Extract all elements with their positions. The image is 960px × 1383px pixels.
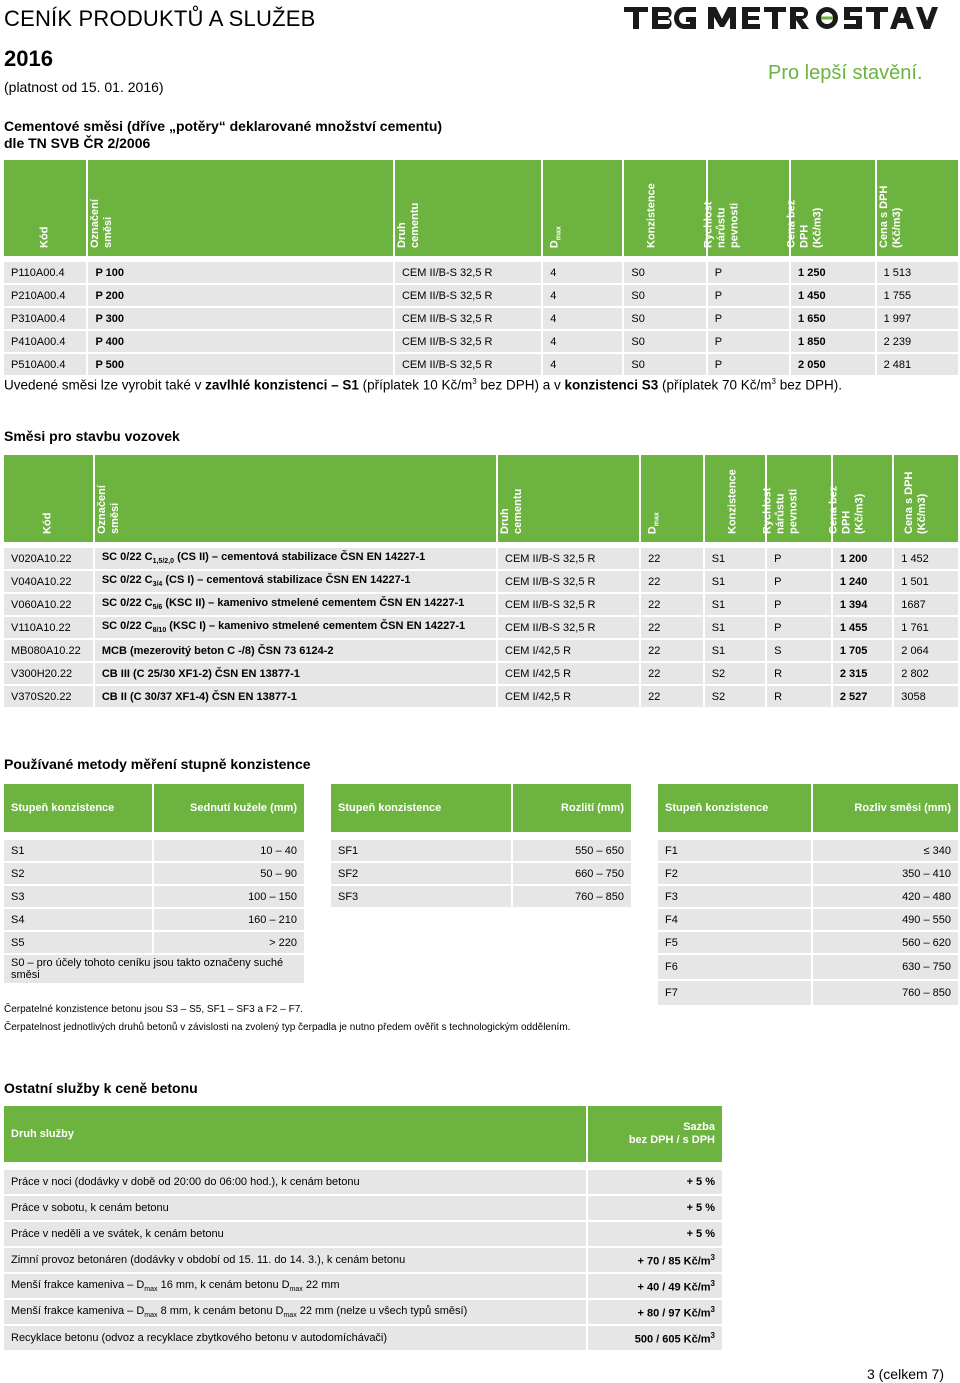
col-header-consistency: Konzistence [705, 455, 765, 542]
table-row: V110A10.22 SC 0/22 $C_{8/10}$ (KSC I) – kamenivo stmelené cementem ČSN EN 14227-1 CEM II/B-S 32,5 R 22 S1 P 1 455 1 761 [4, 617, 958, 638]
table-row: P110A00.4 P 100 CEM II/B-S 32,5 R 4 S0 P 1 250 1 513 [4, 262, 958, 283]
consistency-surcharge-note: Uvedené směsi lze vyrobit také v zavlhlé konzistenci – S1 (příplatek 10 $Kč/m^3$ bez DPH) a v konzistenci S3 (příplatek 70 $Kč/m^3$ bez DPH). [4, 377, 843, 393]
table-row: V040A10.22 SC 0/22 $C_{3/4}$ (CS I) – cementová stabilizace ČSN EN 14227-1 CEM II/B-S 32,5 R 22 S1 P 1 240 1 501 [4, 571, 958, 592]
road-mix-table [2, 453, 960, 709]
year: 2016 [4, 46, 53, 71]
table-row: P210A00.4 P 200 CEM II/B-S 32,5 R 4 S0 P 1 450 1 755 [4, 285, 958, 306]
slump-table: Stupeň konzistence Sednutí kužele (mm) S1 10 – 40 S2 50 – 90 S3 100 – 150 S4 160 – 210 S5 > 220 S0 – pro účely tohoto ceníku jsou takto označeny suché směsi [2, 782, 306, 985]
table-row: F7 760 – 850 [658, 981, 958, 1005]
cement-mix-table [2, 158, 960, 377]
table-row: F3 420 – 480 [658, 886, 958, 907]
flow-table: Stupeň konzistence Rozlití (mm) SF1 550 – 650 SF2 660 – 750 SF3 760 – 850 [329, 782, 633, 909]
table-row: S3 100 – 150 [4, 886, 304, 907]
table-row: S0 – pro účely tohoto ceníku jsou takto označeny suché směsi [4, 955, 304, 983]
col-header-price: Cena bez DPH (Kč/m3) [833, 455, 892, 542]
pumpable-note: Čerpatelné konzistence betonu jsou S3 – S5, SF1 – SF3 a F2 – F7. [4, 1004, 304, 1015]
table-row: Práce v neděli a ve svátek, k cenám betonu + 5 % [4, 1222, 722, 1246]
table-row: V300H20.22 CB III (C 25/30 XF1-2) ČSN EN 13877-1 CEM I/42,5 R 22 S2 R 2 315 2 802 [4, 663, 958, 684]
col-header-cement: Druh cementu [395, 160, 541, 256]
section1-subtitle: dle TN SVB ČR 2/2006 [4, 135, 151, 151]
table-row: V370S20.22 CB II (C 30/37 XF1-4) ČSN EN 13877-1 CEM I/42,5 R 22 S2 R 2 527 3058 [4, 686, 958, 707]
table-row: Recyklace betonu (odvoz a recyklace zbytkového betonu v autodomíchávači) 500 / 605 $Kč/m^3$ [4, 1326, 722, 1350]
col-header-cement: Druh cementu [498, 455, 639, 542]
table-row: S4 160 – 210 [4, 909, 304, 930]
table-row: Práce v sobotu, k cenám betonu + 5 % [4, 1196, 722, 1220]
col-header-code: Kód [4, 160, 86, 256]
table-row: F6 630 – 750 [658, 955, 958, 979]
col-header-price: Cena bez DPH (Kč/m3) [791, 160, 875, 256]
table-row: S2 50 – 90 [4, 863, 304, 884]
page-title: CENÍK PRODUKTŮ A SLUŽEB [4, 6, 316, 31]
col-header-service: Druh služby [4, 1106, 586, 1162]
table-row: S5 > 220 [4, 932, 304, 953]
col-header-code: Kód [4, 455, 93, 542]
table-row: SF3 760 – 850 [331, 886, 631, 907]
spread-table: Stupeň konzistence Rozliv směsi (mm) F1 ≤ 340 F2 350 – 410 F3 420 – 480 F4 490 – 550 F5 560 – 620 F6 630 – 750 F7 760 – 850 [656, 782, 960, 1007]
section2-title: Směsi pro stavbu vozovek [4, 428, 180, 444]
page-number: 3 (celkem 7) [866, 1366, 944, 1382]
section4-title: Ostatní služby k ceně betonu [4, 1080, 198, 1096]
table-row: P510A00.4 P 500 CEM II/B-S 32,5 R 4 S0 P 2 050 2 481 [4, 354, 958, 375]
table-row: MB080A10.22 MCB (mezerovitý beton C -/8) ČSN 73 6124-2 CEM I/42,5 R 22 S1 S 1 705 2 064 [4, 640, 958, 661]
col-header-dmax: $D_{max}$ [543, 160, 622, 256]
col-header-mix: Označení směsi [88, 160, 393, 256]
slogan: Pro lepší stavění. [768, 62, 923, 84]
col-header-price-vat: Cena s DPH (Kč/m3) [877, 160, 958, 256]
table-row: P310A00.4 P 300 CEM II/B-S 32,5 R 4 S0 P 1 650 1 997 [4, 308, 958, 329]
table-row: Práce v noci (dodávky v době od 20:00 do 06:00 hod.), k cenám betonu + 5 % [4, 1170, 722, 1194]
col-header-dmax: $D_{max}$ [641, 455, 703, 542]
table-row: V060A10.22 SC 0/22 $C_{5/6}$ (KSC II) – kamenivo stmelené cementem ČSN EN 14227-1 CEM II/B-S 32,5 R 22 S1 P 1 394 1687 [4, 594, 958, 615]
table-row: SF2 660 – 750 [331, 863, 631, 884]
table-row: Menší frakce kameniva – $D_{max}$ 8 mm, k cenám betonu $D_{max}$ 22 mm (nelze u všech typů směsí) + 80 / 97 $Kč/m^3$ [4, 1300, 722, 1324]
table-row: V020A10.22 SC 0/22 $C_{1,5/2,0}$ (CS II) – cementová stabilizace ČSN EN 14227-1 CEM II/B-S 32,5 R 22 S1 P 1 200 1 452 [4, 548, 958, 569]
pumpability-note: Čerpatelnost jednotlivých druhů betonů v závislosti na zvolený typ čerpadla je nutno předem ověřit s technologickým oddělením. [4, 1022, 571, 1033]
table-row: SF1 550 – 650 [331, 840, 631, 861]
services-table [2, 1104, 724, 1352]
col-header-consistency: Konzistence [624, 160, 705, 256]
table-row: F5 560 – 620 [658, 932, 958, 953]
table-row: F4 490 – 550 [658, 909, 958, 930]
col-header-mix: Označení směsi [95, 455, 496, 542]
company-logo [624, 5, 944, 31]
col-header-rate: Sazba bez DPH / s DPH [588, 1106, 722, 1162]
table-row: Menší frakce kameniva – $D_{max}$ 16 mm, k cenám betonu $D_{max}$ 22 mm + 40 / 49 $Kč/m^3$ [4, 1274, 722, 1298]
section1-title: Cementové směsi (dříve „potěry“ deklarované množství cementu) [4, 118, 443, 134]
table-row: F1 ≤ 340 [658, 840, 958, 861]
col-header-speed: Rychlost nárůstu pevnosti [708, 160, 789, 256]
table-row: Zimní provoz betonáren (dodávky v období od 15. 11. do 14. 3.), k cenám betonu + 70 / 85 $Kč/m^3$ [4, 1248, 722, 1272]
table-row: F2 350 – 410 [658, 863, 958, 884]
col-header-price-vat: Cena s DPH (Kč/m3) [894, 455, 958, 542]
col-header-speed: Rychlost nárůstu pevnosti [767, 455, 831, 542]
validity: (platnost od 15. 01. 2016) [4, 79, 164, 95]
table-row: S1 10 – 40 [4, 840, 304, 861]
table-row: P410A00.4 P 400 CEM II/B-S 32,5 R 4 S0 P 1 850 2 239 [4, 331, 958, 352]
section3-title: Používané metody měření stupně konzistence [4, 756, 311, 772]
